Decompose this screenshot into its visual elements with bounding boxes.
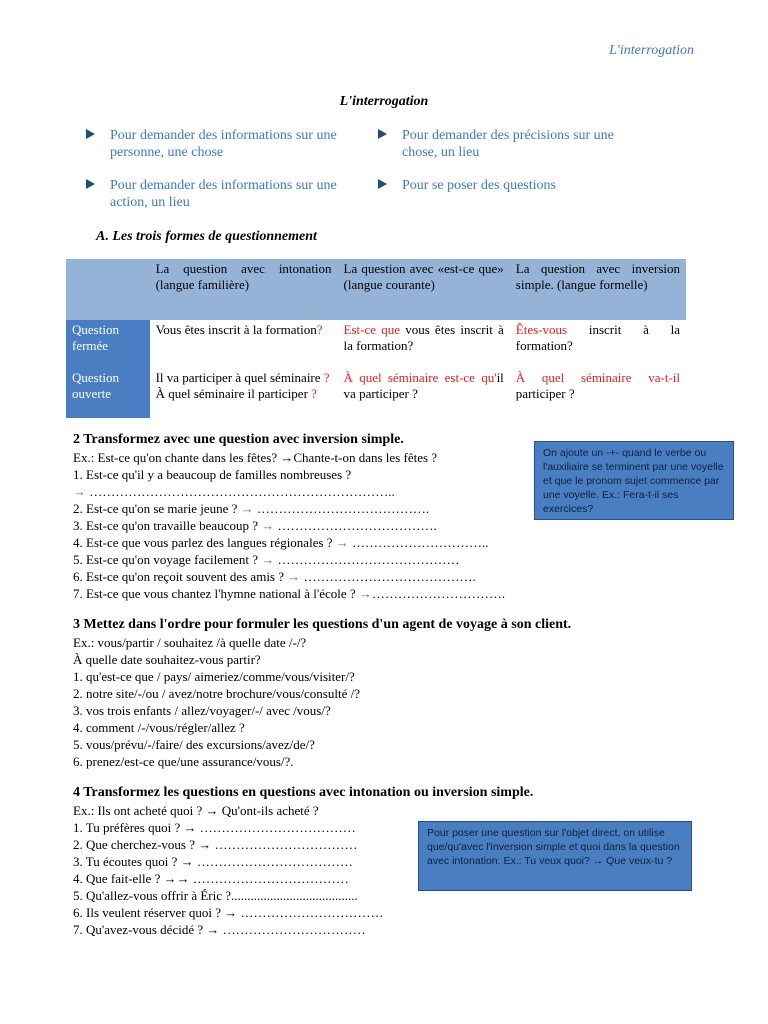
list-item: 4. comment /-/vous/régler/allez ? — [73, 720, 245, 735]
list-item — [73, 483, 395, 500]
section-2-title: 2 Transformez avec une question avec inversion simple. — [73, 432, 404, 447]
table-cell: Est-ce que vous êtes inscrit à la formation? — [343, 322, 504, 353]
answer-blank: …………………………………… — [277, 552, 460, 567]
bullet-item: Pour demander des informations sur une action, un lieu — [110, 177, 342, 211]
table-cell: À quel séminaire va-t-il participer ? — [515, 370, 680, 401]
answer-blank: …………………………………. — [256, 501, 430, 516]
arrow-icon: → — [287, 569, 301, 584]
table-header-cell: La question avec inversion simple. (langue formelle) — [510, 259, 686, 320]
section-a-title: A. Les trois formes de questionnement — [96, 229, 317, 244]
arrow-icon: → — [358, 586, 372, 601]
table-cell: Êtes-vous inscrit à la formation? — [515, 322, 680, 353]
list-item: 2. notre site/-/ou / avez/notre brochure/vous/consulté /? — [73, 686, 360, 701]
list-item: 1. qu'est-ce que / pays/ aimeriez/comme/vous/visiter/? — [73, 669, 355, 684]
list-item: 5. Qu'allez-vous offrir à Éric ?....................................... — [73, 888, 358, 903]
list-item: 3. Est-ce qu'on travaille beaucoup ? → ………………………………. — [73, 518, 437, 533]
list-item: 1. Tu préfères quoi ? → ……………………………… — [73, 820, 356, 835]
answer-blank: …………………………………. — [303, 569, 476, 584]
answer-blank: ………………………………. — [277, 518, 437, 533]
section-3-answer: À quelle date souhaitez-vous partir? — [73, 652, 261, 667]
list-item: 3. Tu écoutes quoi ? → ……………………………… — [73, 854, 353, 869]
table-header-cell: La question avec intonation (langue familière) — [150, 259, 338, 320]
list-item: 6. Ils veulent réserver quoi ? → …………………………… — [73, 905, 384, 920]
answer-blank: ………………………….. — [352, 535, 489, 550]
list-item: 2. Est-ce qu'on se marie jeune ? → …………………………………. — [73, 501, 430, 516]
header-title: L'interrogation — [609, 43, 694, 58]
list-item: 5. vous/prévu/-/faire/ des excursions/avez/de/? — [73, 737, 315, 752]
section-3-title: 3 Mettez dans l'ordre pour formuler les questions d'un agent de voyage à son client. — [73, 617, 572, 632]
row-label: Question ouverte — [66, 368, 150, 418]
list-item: 4. Que fait-elle ? →→ ……………………………… — [73, 871, 349, 886]
bullet-item: Pour se poser des questions — [402, 177, 647, 194]
table-cell: Il va participer à quel séminaire ? À quel séminaire il participer ? — [155, 370, 330, 401]
bullet-item: Pour demander des informations sur une personne, une chose — [110, 127, 342, 161]
arrow-bullet-icon — [378, 179, 387, 189]
table-row — [66, 368, 686, 418]
answer-blank: …………………………. — [371, 586, 506, 601]
question-forms-table — [66, 259, 686, 418]
list-item: 7. Est-ce que vous chantez l'hymne national à l'école ? →…………………………. — [73, 586, 506, 601]
table-corner-cell — [66, 259, 150, 320]
section-4-example: Ex.: Ils ont acheté quoi ? → Qu'ont-ils acheté ? — [73, 803, 319, 818]
list-item: 7. Qu'avez-vous décidé ? → …………………………… — [73, 922, 366, 937]
arrow-bullet-icon — [86, 179, 95, 189]
arrow-icon: → — [261, 552, 275, 567]
arrow-bullet-icon — [378, 129, 387, 139]
list-item: 5. Est-ce qu'on voyage facilement ? → …………………………………… — [73, 552, 460, 567]
arrow-bullet-icon — [86, 129, 95, 139]
table-cell: À quel séminaire est-ce qu'il va participer ? — [343, 370, 504, 401]
answer-blank: …………………………………………………………….. — [89, 484, 395, 499]
arrow-icon: → — [240, 501, 254, 516]
list-item: 6. Est-ce qu'on reçoit souvent des amis ? → …………………………………. — [73, 569, 476, 584]
bullet-item: Pour demander des précisions sur une chose, un lieu — [402, 127, 647, 161]
section-4-title: 4 Transformez les questions en questions avec intonation ou inversion simple. — [73, 785, 534, 800]
arrow-icon: → — [261, 518, 275, 533]
table-header-cell: La question avec «est-ce que» (langue courante) — [338, 259, 510, 320]
note-box: On ajoute un -+- quand le verbe ou l'auxiliaire se terminent par une voyelle et que le pronom sujet commence par une voyelle. Ex.: Fera-t-il ses exercices? — [534, 441, 734, 520]
list-item: 2. Que cherchez-vous ? → …………………………… — [73, 837, 358, 852]
list-item: 4. Est-ce que vous parlez des langues régionales ? → ………………………….. — [73, 535, 489, 550]
arrow-icon: → — [73, 484, 86, 499]
table-header-row — [66, 259, 686, 320]
row-label: Question fermée — [66, 320, 150, 368]
table-row — [66, 320, 686, 368]
note-box: Pour poser une question sur l'objet direct, on utilise que/qu'avec l'inversion simple et quoi dans la question avec intonation. Ex.: Tu veux quoi? → Que veux-tu ? — [418, 821, 692, 891]
arrow-icon: → — [335, 535, 349, 550]
list-item: 1. Est-ce qu'il y a beaucoup de familles nombreuses ? — [73, 467, 352, 482]
section-3-example: Ex.: vous/partir / souhaitez /à quelle date /-/? — [73, 635, 307, 650]
document-title: L'interrogation — [339, 94, 429, 109]
section-2-example: Ex.: Est-ce qu'on chante dans les fêtes? →Chante-t-on dans les fêtes ? — [73, 450, 438, 465]
table-cell: Vous êtes inscrit à la formation? — [155, 322, 323, 337]
list-item: 3. vos trois enfants / allez/voyager/-/ avec /vous/? — [73, 703, 331, 718]
list-item: 6. prenez/est-ce que/une assurance/vous/?. — [73, 754, 294, 769]
